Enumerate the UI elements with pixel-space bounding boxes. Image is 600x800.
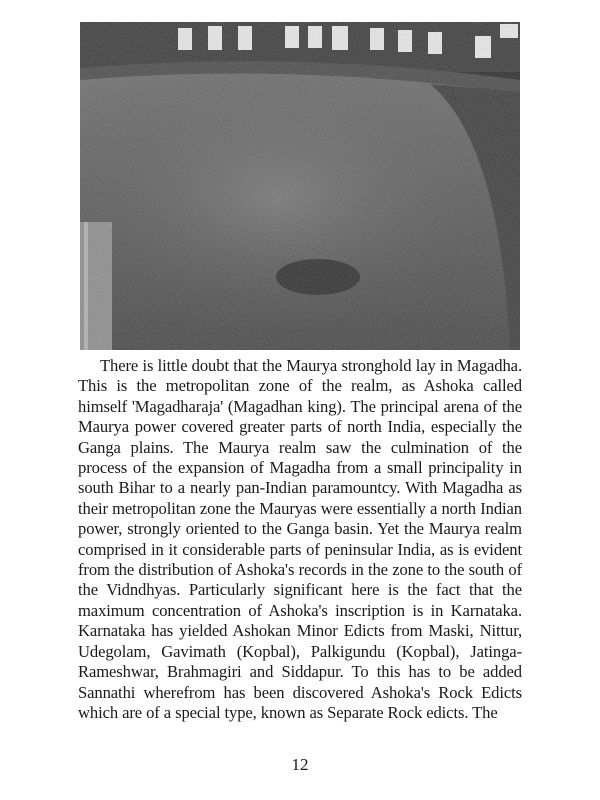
hall-photograph	[80, 22, 520, 350]
hall-photograph-image	[80, 22, 520, 350]
body-paragraph: There is little doubt that the Maurya stronghold lay in Magadha. This is the metropolitan zone of the realm, as Ashoka called himself 'Magadharaja' (Magadhan king). The principal arena of the Maurya power covered greater parts of north India, especially the Ganga plains. The Maurya realm saw the culmination of the process of the expansion of Magadha from a small principality in south Bihar to a nearly pan-Indian paramountcy. With Magadha as their metropolitan zone the Mauryas were essentially a north Indian power, strongly oriented to the Ganga basin. Yet the Maurya realm comprised in it considerable parts of peninsular India, as is evident from the distribution of Ashoka's records in the zone to the south of the Vidndhyas. Particularly significant here is the fact that the maximum concentration of Ashoka's inscription is in Karnataka. Karnataka has yielded Ashokan Minor Edicts from Maski, Nittur, Udegolam, Gavimath (Kopbal), Palkigundu (Kopbal), Jatinga-Rameshwar, Brahmagiri and Siddapur. To this has to be added Sannathi wherefrom has been discovered Ashoka's Rock Edicts which are of a special type, known as Separate Rock edicts. The	[78, 356, 522, 722]
page-number: 12	[291, 755, 309, 774]
